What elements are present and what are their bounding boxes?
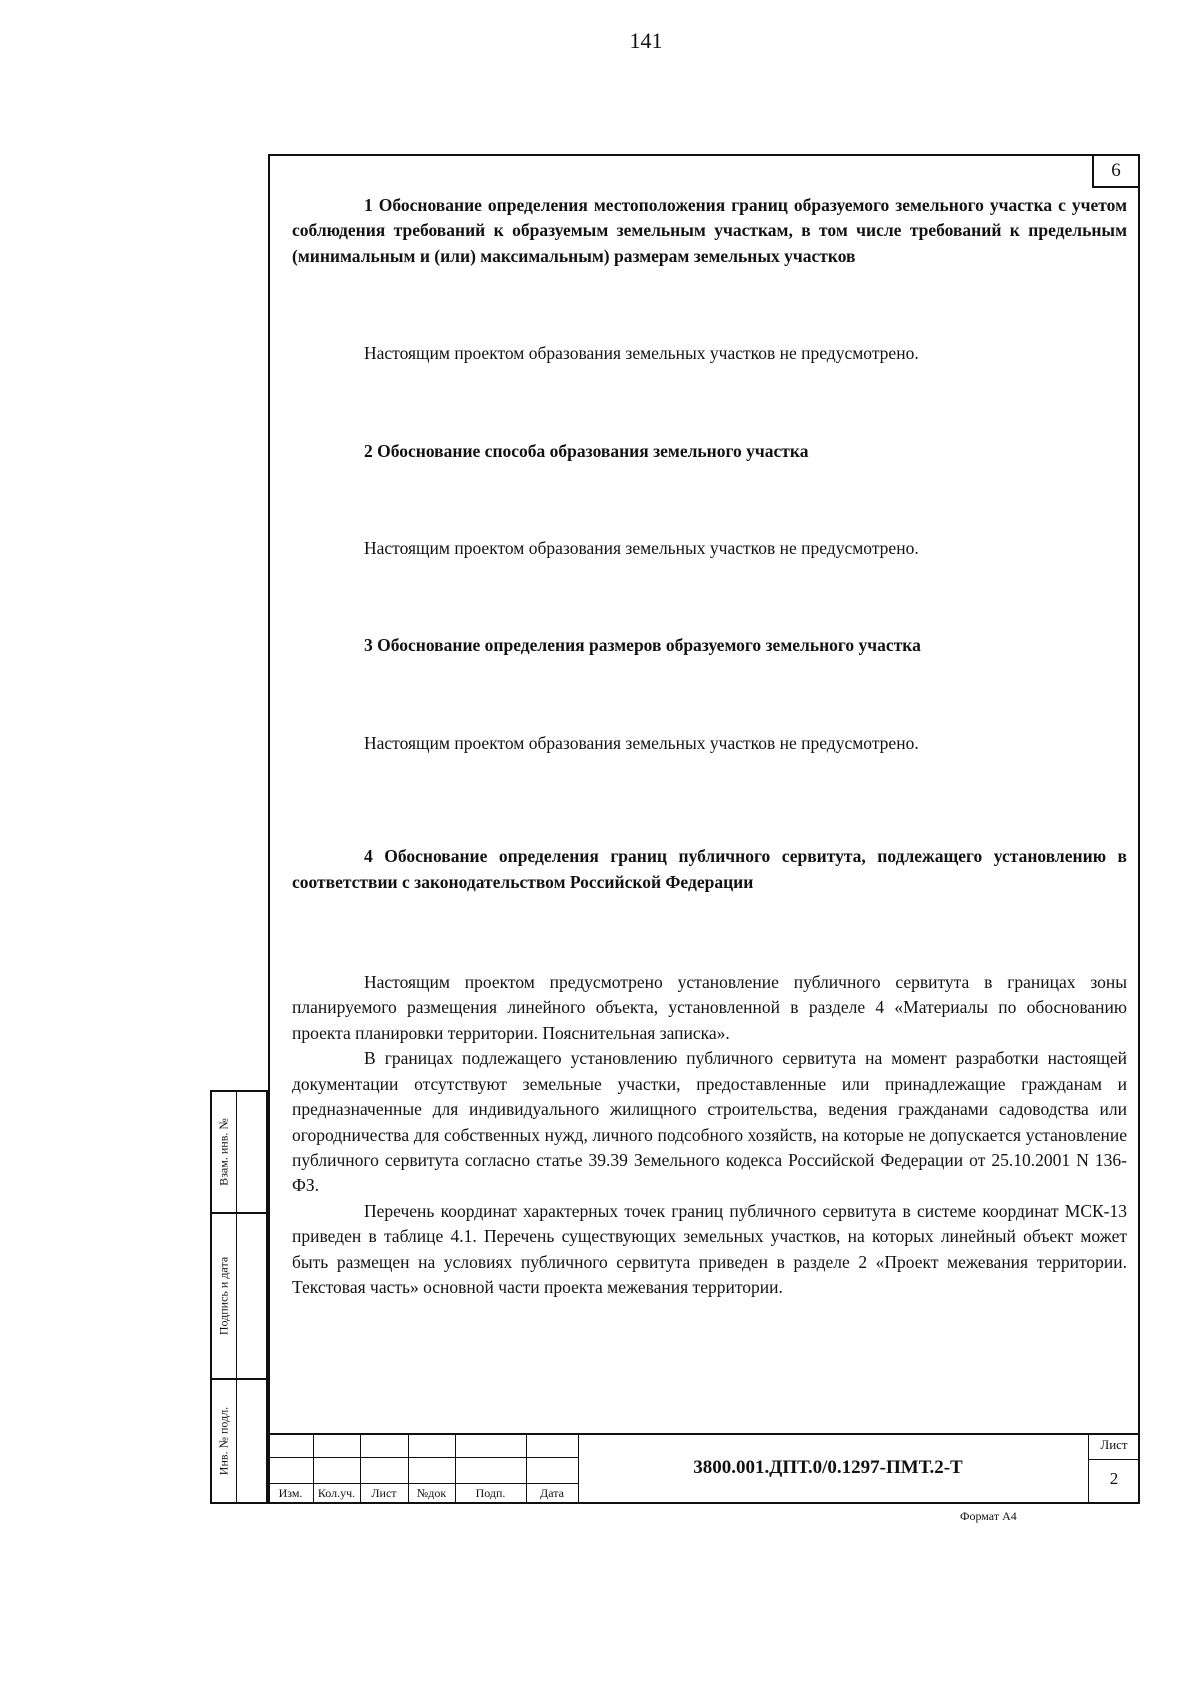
document-body — [292, 193, 1127, 1300]
side-stamp-vzam-inv — [210, 1090, 268, 1214]
section-3-paragraph: Настоящим проектом образования земельных участков не предусмотрено. — [364, 732, 919, 753]
section-1-heading: 1 Обоснование определения местоположения границ образуемого земельного участка с учетом соблюдения требований к образуемым земельным участкам, в том числе требований к предельным (минимальным и (или) максимальным) размерам земельных участков — [292, 195, 1127, 266]
section-4-heading: 4 Обоснование определения границ публичного сервитута, подлежащего установлению в соответствии с законодательством Российской Федерации — [292, 846, 1127, 892]
title-block-stamp — [268, 1433, 1140, 1504]
stamp-column-header: Кол.уч. — [317, 1486, 356, 1500]
side-stamp-label: Взам. инв. № — [216, 1118, 231, 1186]
section-2-paragraph: Настоящим проектом образования земельных участков не предусмотрено. — [364, 538, 919, 559]
stamp-column-header: Дата — [540, 1486, 564, 1500]
section-4-paragraph: В границах подлежащего установлению публичного сервитута на момент разработки настоящей документации отсутствуют земельные участки, предоставленные или принадлежащие гражданам и предназначенные для индивидуального жилищного строительства, ведения гражданами садоводства или огородничества для собственных нужд, личного подсобного хозяйств, на которые не допускается установление публичного сервитута согласно статье 39.39 Земельного кодекса Российской Федерации от 25.10.2001 N 136-ФЗ. — [292, 1048, 1127, 1196]
sheet-number: 2 — [1109, 1469, 1119, 1488]
stamp-column-header: №док — [416, 1486, 447, 1500]
drawing-frame — [268, 154, 1140, 1504]
section-4-paragraph: Настоящим проектом предусмотрено установление публичного сервитута в границах зоны планируемого размещения линейного объекта, установленной в разделе 4 «Материалы по обоснованию проекта планировки территории. Пояснительная записка». — [292, 972, 1127, 1043]
stamp-column-header: Лист — [371, 1486, 397, 1500]
section-1-paragraph: Настоящим проектом образования земельных участков не предусмотрено. — [364, 343, 919, 364]
format-label: Формат А4 — [960, 1509, 1017, 1523]
side-stamp-label: Подпись и дата — [216, 1256, 231, 1336]
sheet-box-number: 6 — [1092, 154, 1140, 188]
sheet-label: Лист — [1100, 1437, 1128, 1452]
section-3-heading: 3 Обоснование определения размеров образуемого земельного участка — [364, 635, 921, 656]
section-2-heading: 2 Обоснование способа образования земельного участка — [364, 440, 809, 461]
section-4-paragraph: Перечень координат характерных точек границ публичного сервитута в системе координат МСК-13 приведен в таблице 4.1. Перечень существующих земельных участков, на которых линейный объект может быть размещен на условиях публичного сервитута приведен в разделе 2 «Проект межевания территории. Текстовая часть» основной части проекта межевания территории. — [292, 1200, 1127, 1297]
side-stamp-label: Инв. № подл. — [216, 1406, 231, 1476]
document-code: 3800.001.ДПТ.0/0.1297-ПМТ.2-Т — [693, 1457, 963, 1478]
stamp-column-header: Подп. — [475, 1486, 506, 1500]
side-stamp-podpis-data — [210, 1212, 268, 1380]
page-number: 141 — [629, 28, 663, 53]
stamp-column-header: Изм. — [278, 1486, 303, 1500]
side-stamp-inv-podl — [210, 1378, 268, 1504]
